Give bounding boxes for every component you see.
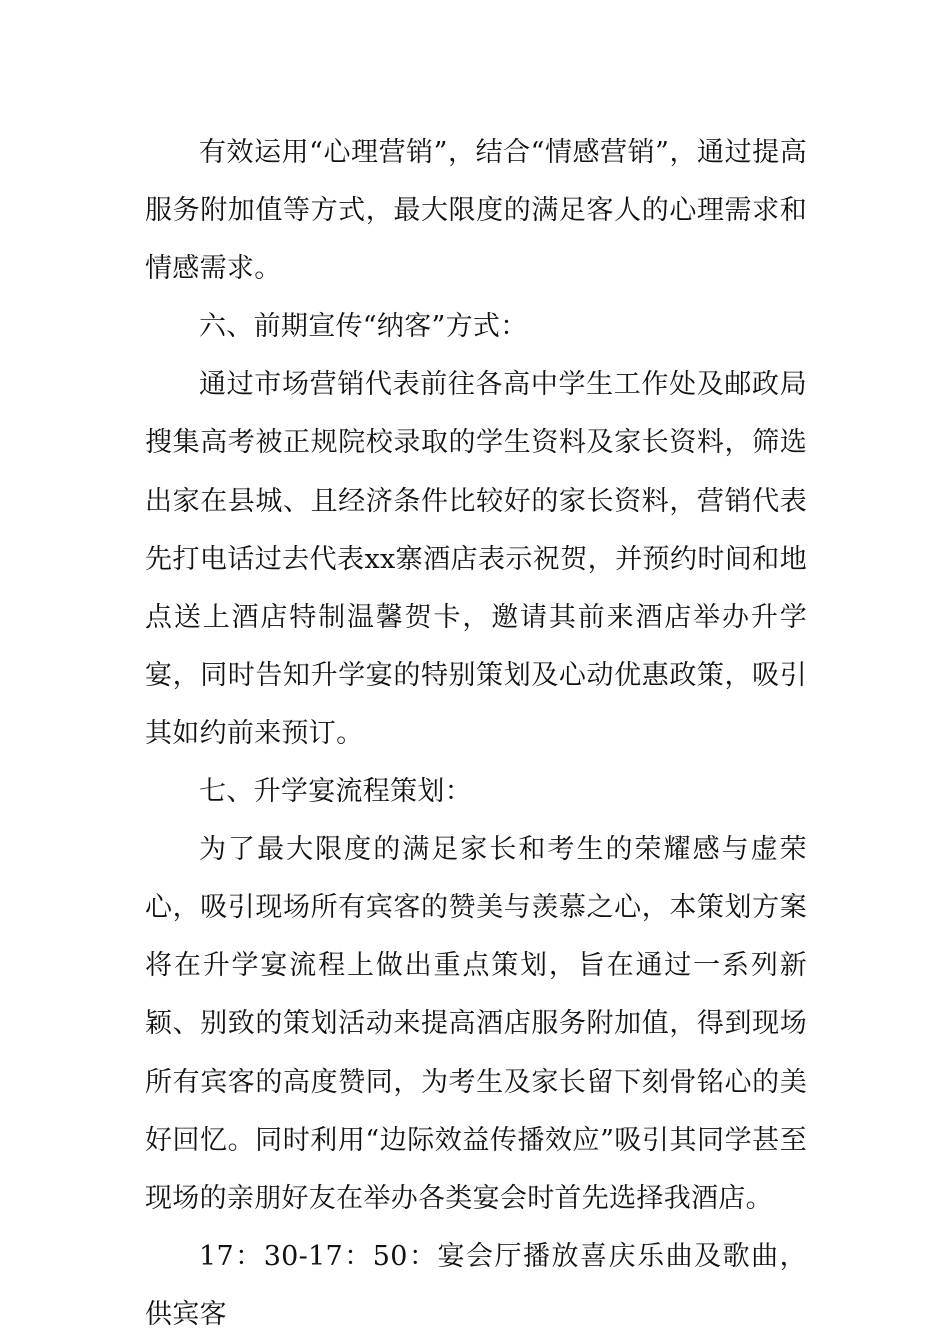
section-heading-7: 七、升学宴流程策划： [199,776,472,808]
paragraph-promotion-method: 通过市场营销代表前往各高中学生工作处及邮政局搜集高考被正规院校录取的学生资料及家长资料，筛选出家在县城、且经济条件比较好的家长资料，营销代表先打电话过去代表xx寨酒店表示祝贺，并预约时间和地点送上酒店特制温馨贺卡，邀请其前来酒店举办升学宴，同时告知升学宴的特别策划及心动优惠政策，吸引其如约前来预订。 [145,369,807,749]
paragraph-banquet-planning: 为了最大限度的满足家长和考生的荣耀感与虚荣心，吸引现场所有宾客的赞美与羡慕之心，本策划方案将在升学宴流程上做出重点策划，旨在通过一系列新颖、别致的策划活动来提高酒店服务附加值，得到现场所有宾客的高度赞同，为考生及家长留下刻骨铭心的美好回忆。同时利用“边际效益传播效应”吸引其同学甚至现场的亲朋好友在举办各类宴会时首先选择我酒店。 [145,834,807,1214]
paragraph-psychological-marketing: 有效运用“心理营销”，结合“情感营销”，通过提高服务附加值等方式，最大限度的满足客人的心理需求和情感需求。 [145,137,807,285]
document-body [145,124,807,1344]
paragraph-schedule-start: 17：30-17：50：宴会厅播放喜庆乐曲及歌曲，供宾客 [145,1240,807,1330]
section-heading-6: 六、前期宣传“纳客”方式： [199,311,528,343]
